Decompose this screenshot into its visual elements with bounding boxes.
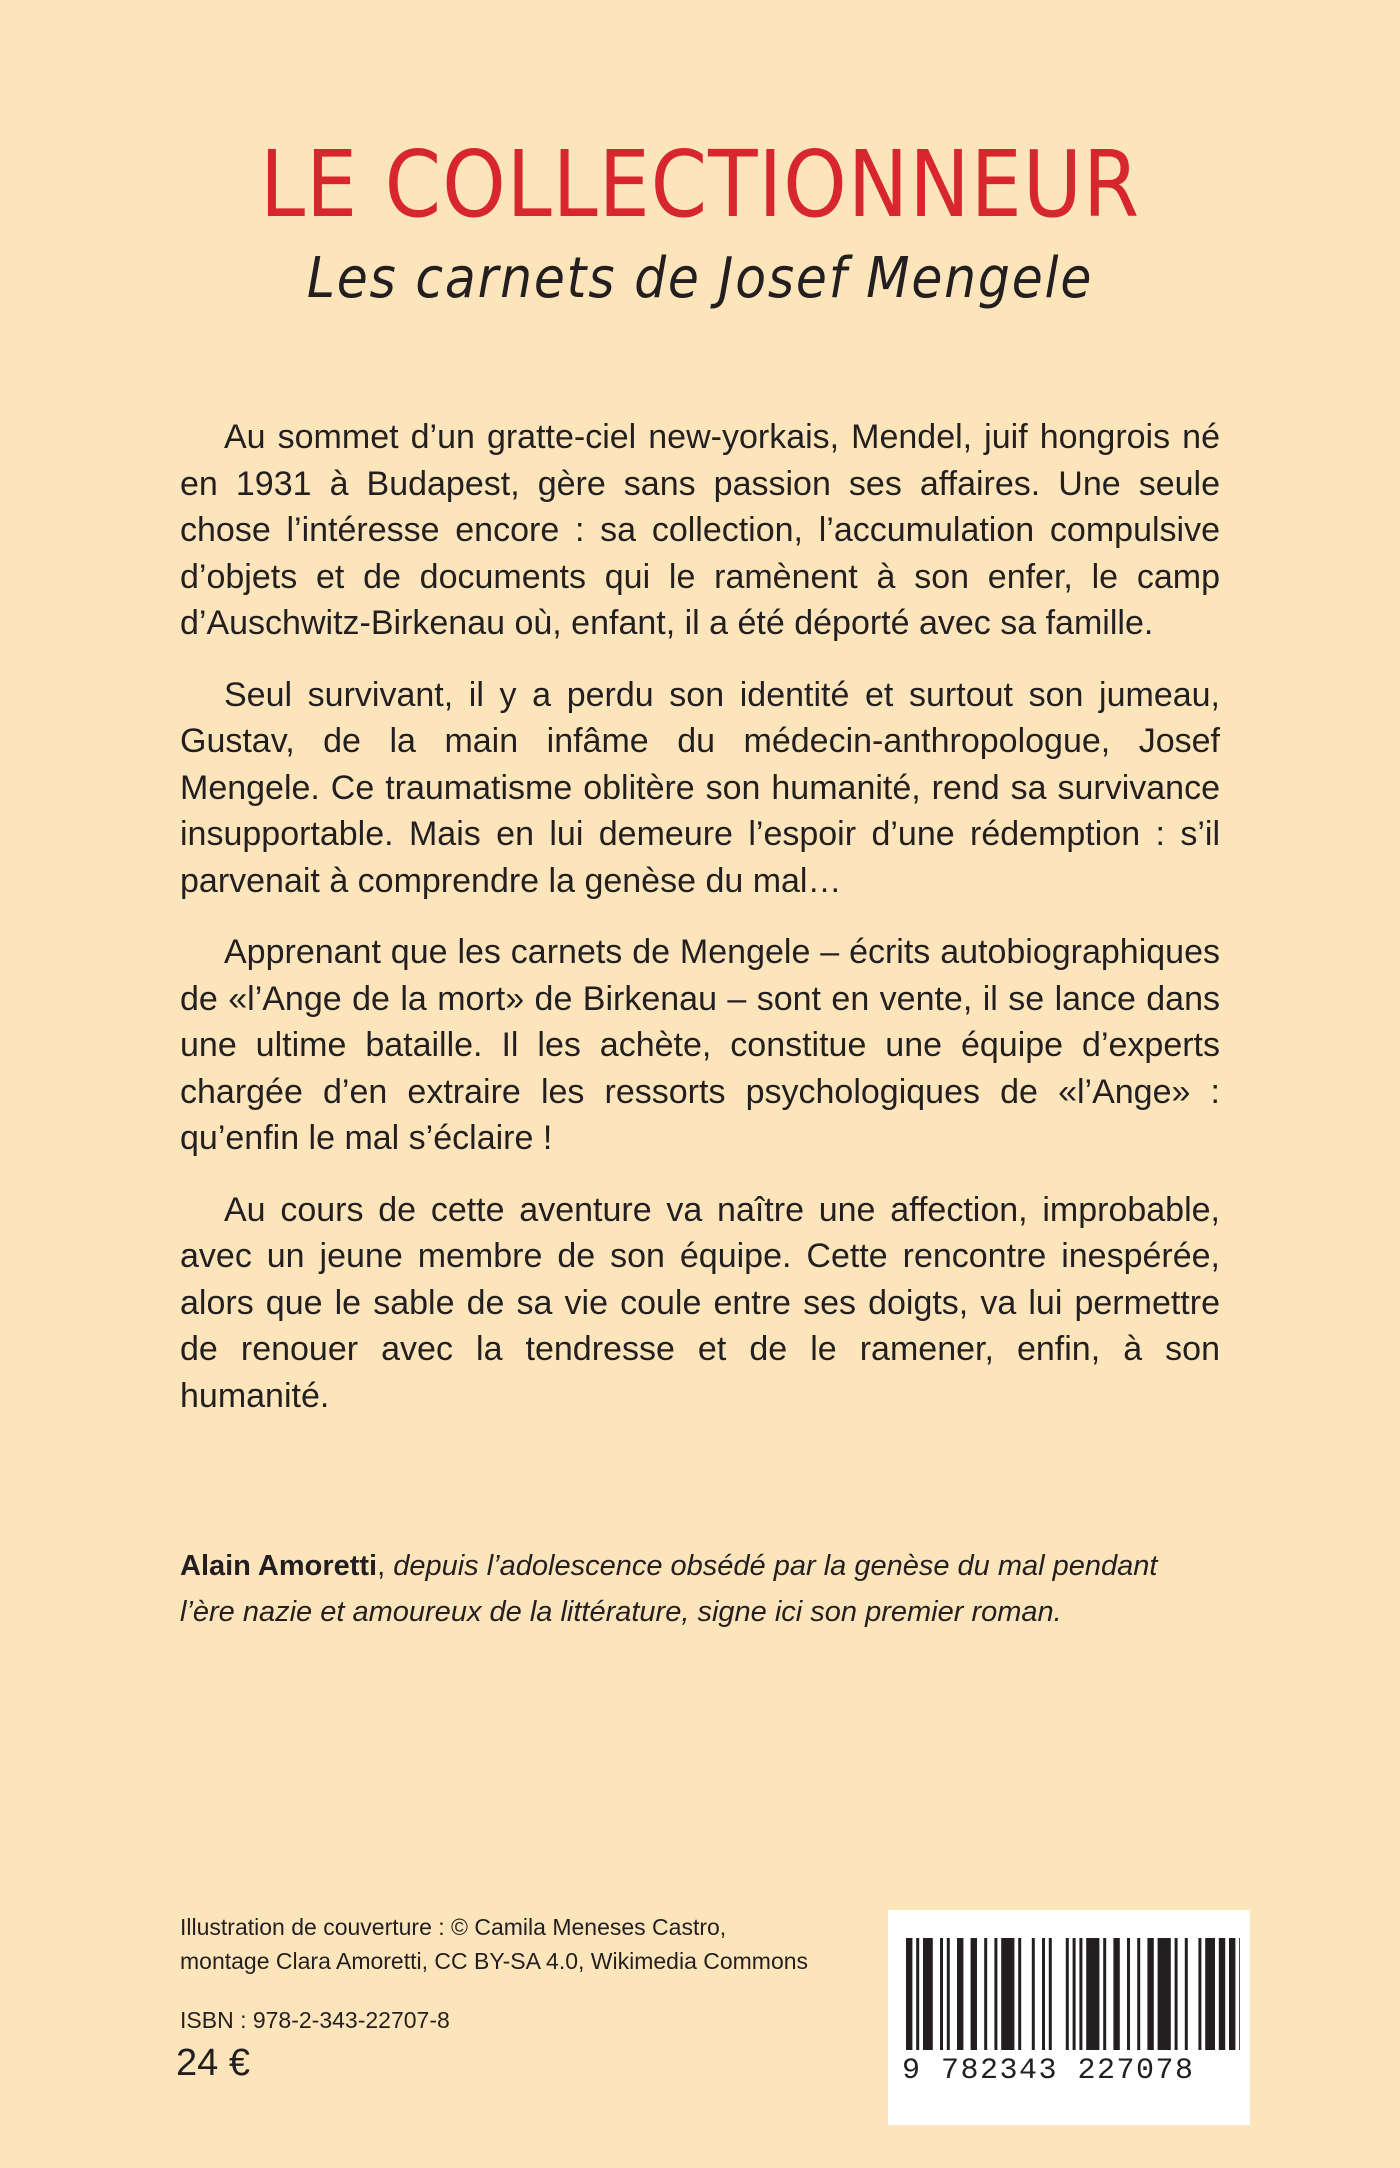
synopsis	[180, 414, 1220, 1444]
isbn: ISBN : 978-2-343-22707-8	[180, 2007, 450, 2033]
author-separator: ,	[377, 1550, 386, 1582]
author-name: Alain Amoretti	[180, 1550, 378, 1582]
price: 24 €	[176, 2042, 250, 2084]
book-title: LE COLLECTIONNEUR	[260, 131, 1140, 238]
barcode	[888, 1910, 1250, 2125]
synopsis-paragraph-3: Apprenant que les carnets de Mengele – écrits autobiographiques de «l’Ange de la mort» de Birkenau – sont en vente, il se lance dans une ultime bataille. Il les achète, constitue une équipe d’experts chargée d’en extraire les ressorts psychologiques de «l’Ange» : qu’enfin le mal s’éclaire !	[180, 933, 1220, 1157]
synopsis-paragraph-1: Au sommet d’un gratte-ciel new-yorkais, Mendel, juif hongrois né en 1931 à Budapest, gère sans passion ses affaires. Une seule chose l’intéresse encore : sa collection, l’accumulation compulsive d’objets et de documents qui le ramènent à son enfer, le camp d’Auschwitz-Birkenau où, enfant, il a été déporté avec sa famille.	[180, 418, 1220, 642]
title-block	[0, 130, 1400, 314]
barcode-bars-icon	[898, 1938, 1240, 2050]
synopsis-paragraph-2: Seul survivant, il y a perdu son identité et surtout son jumeau, Gustav, de la main infâme du médecin-anthropologue, Josef Mengele. Ce traumatisme oblitère son humanité, rend sa survivance insupportable. Mais en lui demeure l’espoir d’une rédemption : s’il parvenait à comprendre la genèse du mal…	[180, 675, 1220, 900]
synopsis-paragraph-4: Au cours de cette aventure va naître une affection, improbable, avec un jeune membre de son équipe. Cette rencontre inespérée, alors que le sable de sa vie coule entre ses doigts, va lui permettre de renouer avec la tendresse et de le ramener, enfin, à son humanité.	[180, 1190, 1220, 1415]
book-subtitle: Les carnets de Josef Mengele	[306, 246, 1094, 311]
barcode-digits: 9 782343 227078	[902, 2054, 1195, 2088]
illustration-credit-line-1: Illustration de couverture : © Camila Meneses Castro,	[180, 1914, 727, 1940]
author-description: depuis l’adolescence obsédé par la genèse du mal pendant l’ère nazie et amoureux de la littérature, signe ici son premier roman.	[180, 1550, 1158, 1628]
author-bio	[180, 1543, 1220, 1635]
illustration-credit-line-2: montage Clara Amoretti, CC BY-SA 4.0, Wikimedia Commons	[180, 1948, 809, 1974]
cover-credits	[180, 1910, 880, 1978]
